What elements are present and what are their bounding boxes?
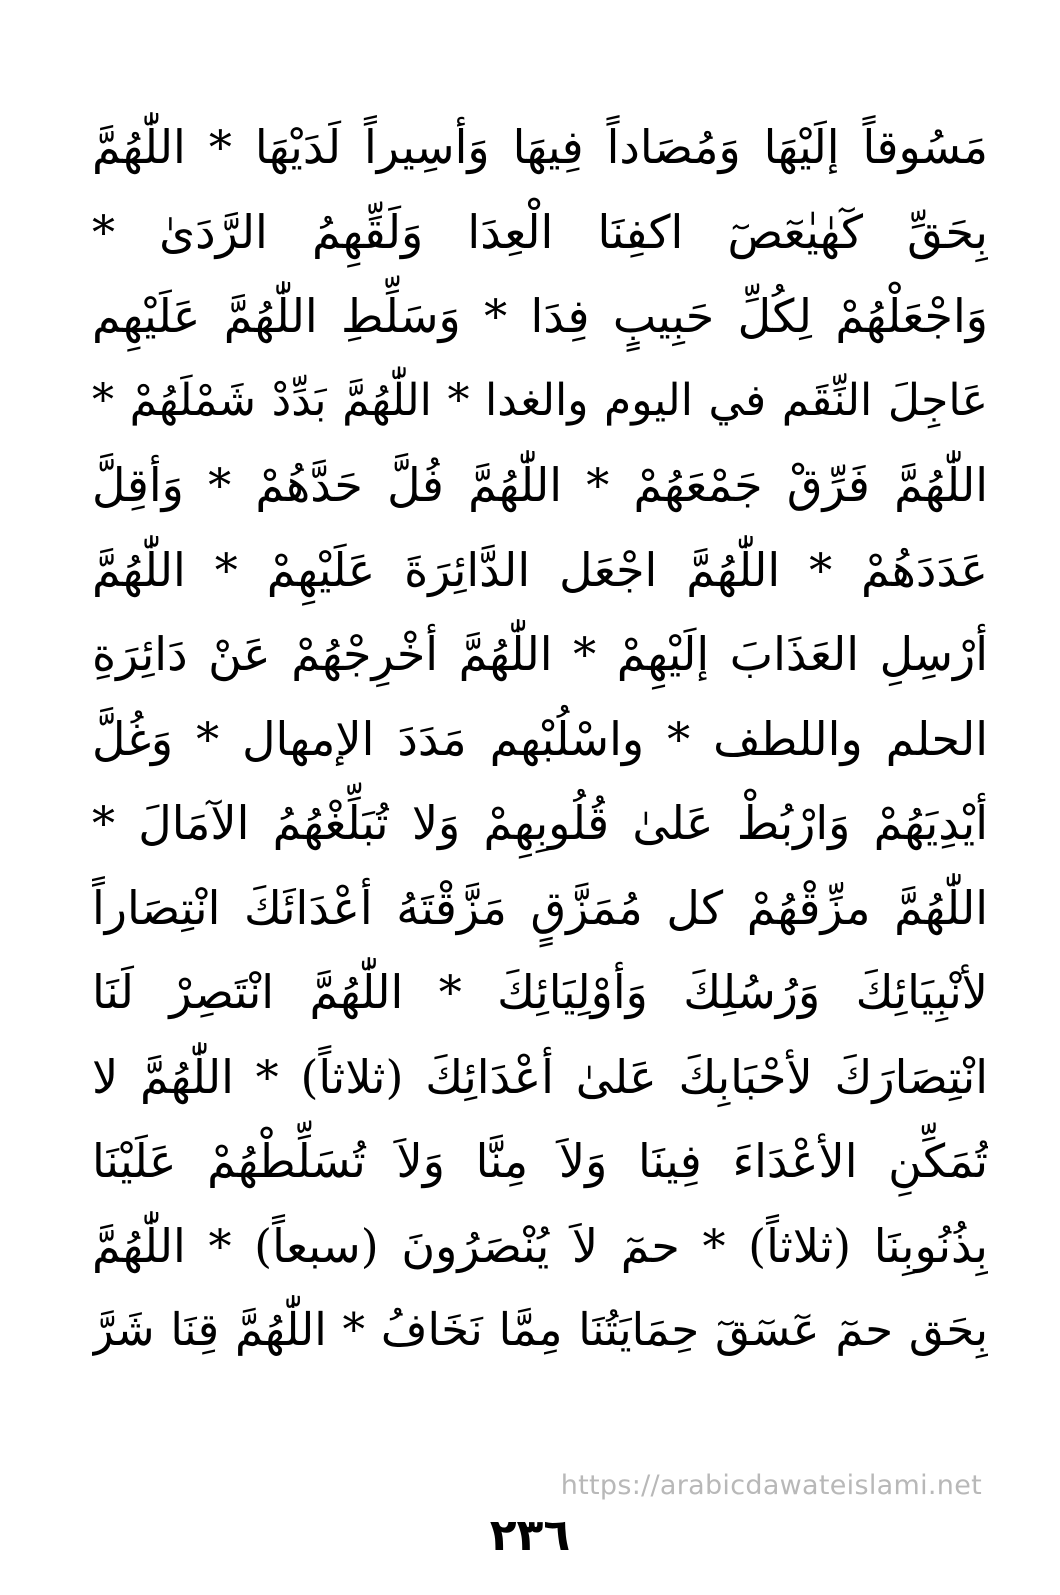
text-line: بِحَق حمٓ عٓسٓقٓ حِمَايَتُنَا مِمَّا نَخَافُ * اللّٰهُمَّ قِنَا شَرَّ: [92, 1303, 988, 1356]
page-number: ٢٣٦: [489, 1510, 571, 1561]
text-line: عَدَدَهُمْ * اللّٰهُمَّ اجْعَل الدَّائِرَةَ عَلَيْهِمْ * اللّٰهُمَّ: [92, 542, 988, 597]
text-line: مَسُوقاً إلَيْهَا وَمُصَاداً فِيهَا وَأسِيراً لَدَيْهَا * اللّٰهُمَّ: [92, 120, 988, 174]
text-line: انْتِصَارَكَ لأحْبَابِكَ عَلىٰ أعْدَائِكَ (ثلاثاً) * اللّٰهُمَّ لا: [92, 1049, 988, 1104]
text-line: اللّٰهُمَّ فَرِّقْ جَمْعَهُمْ * اللّٰهُمَّ فُلَّ حَدَّهُمْ * وَأقِلَّ: [92, 458, 988, 512]
text-line: أرْسِلِ العَذَابَ إلَيْهِمْ * اللّٰهُمَّ أخْرِجْهُمْ عَنْ دَائِرَةِ: [92, 627, 988, 681]
text-line: اللّٰهُمَّ مزِّقْهُمْ كل مُمَزَّقٍ مَزَّقْتَهُ أعْدَائَكَ انْتِصَاراً: [92, 880, 988, 935]
watermark-url: https://arabicdawateislami.net: [560, 1470, 982, 1501]
text-line: عَاجِلَ النِّقَم في اليوم والغدا * اللّٰهُمَّ بَدِّدْ شَمْلَهُمْ *: [92, 374, 988, 426]
text-line: أيْدِيَهُمْ وَارْبُطْ عَلىٰ قُلُوبِهِمْ وَلا تُبَلِّغْهُمُ الآمَالَ *: [92, 796, 988, 850]
text-line: بِحَقِّ كٓهٰيٰعٓصٓ اكفِنَا الْعِدَا وَلَقِّهِمُ الرَّدَىٰ *: [92, 204, 988, 259]
text-line: الحلم واللطف * واسْلُبْهم مَدَدَ الإمهال * وَغُلَّ: [92, 711, 988, 766]
text-block: [92, 105, 988, 1373]
text-line: لأنْبِيَائِكَ وَرُسُلِكَ وَأوْلِيَائِكَ * اللّٰهُمَّ انْتَصِرْ لَنَا: [92, 965, 988, 1019]
text-line: وَاجْعَلْهُمْ لِكُلِّ حَبِيبٍ فِدَا * وَسَلِّطِ اللّٰهُمَّ عَلَيْهِم: [92, 289, 988, 343]
text-line: بِذُنُوبِنَا (ثلاثاً) * حمٓ لاَ يُنْصَرُونَ (سبعاً) * اللّٰهُمَّ: [92, 1218, 988, 1273]
text-line: تُمَكِّنِ الأعْدَاءَ فِينَا وَلاَ مِنَّا وَلاَ تُسَلِّطْهُمْ عَلَيْنَا: [92, 1134, 988, 1188]
